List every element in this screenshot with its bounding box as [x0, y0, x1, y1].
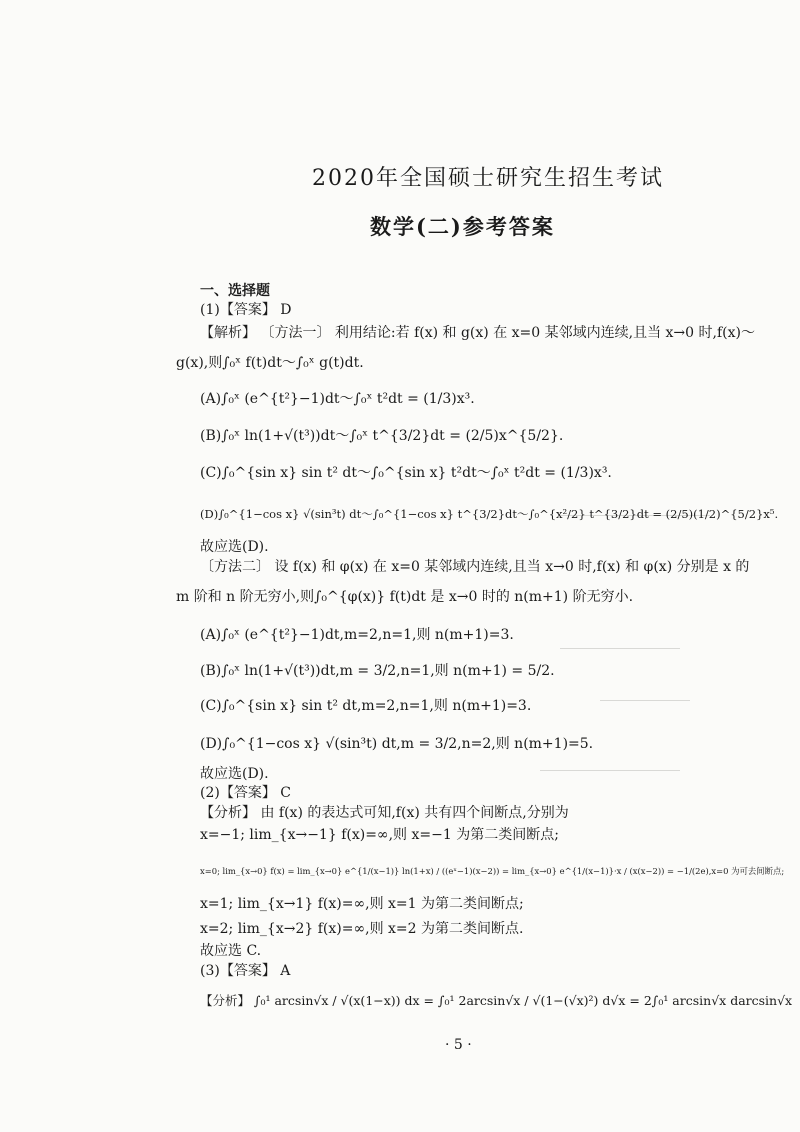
- text-line: 故应选(D).: [200, 766, 269, 782]
- text-line: 〔方法二〕 设 f(x) 和 φ(x) 在 x=0 某邻域内连续,且当 x→0 时,f(x) 和 φ(x) 分别是 x 的: [200, 559, 750, 575]
- formula-line: x=1; lim_{x→1} f(x)=∞,则 x=1 为第二类间断点;: [200, 896, 524, 912]
- text-line: m 阶和 n 阶无穷小,则∫₀^{φ(x)} f(t)dt 是 x→0 时的 n(m+1) 阶无穷小.: [176, 589, 634, 605]
- formula-line: x=0; lim_{x→0} f(x) = lim_{x→0} e^{1/(x−1)} ln(1+x) / ((eˣ−1)(x−2)) = lim_{x→0} e^{1/(x−1)}·x / (x(x−2)) = −1/(2e),x=0 为可去间断点;: [200, 866, 785, 876]
- section-heading: 一、选择题: [200, 283, 270, 299]
- formula-line: (B)∫₀ˣ ln(1+√(t³))dt,m = 3/2,n=1,则 n(m+1) = 5/2.: [200, 663, 555, 679]
- formula-line: (B)∫₀ˣ ln(1+√(t³))dt～∫₀ˣ t^{3/2}dt = (2/5)x^{5/2}.: [200, 428, 564, 444]
- formula-line: (C)∫₀^{sin x} sin t² dt,m=2,n=1,则 n(m+1)=3.: [200, 698, 532, 714]
- page-number: · 5 ·: [445, 1037, 472, 1053]
- answer-line: (1)【答案】 D: [200, 302, 292, 318]
- formula-line: x=−1; lim_{x→−1} f(x)=∞,则 x=−1 为第二类间断点;: [200, 827, 559, 843]
- scan-noise: [540, 770, 680, 771]
- formula-line: (C)∫₀^{sin x} sin t² dt～∫₀^{sin x} t²dt～∫₀ˣ t²dt = (1/3)x³.: [200, 465, 612, 481]
- formula-line: (A)∫₀ˣ (e^{t²}−1)dt～∫₀ˣ t²dt = (1/3)x³.: [200, 391, 475, 407]
- answer-line: (3)【答案】 A: [200, 963, 291, 979]
- scan-noise: [560, 648, 680, 649]
- text-line: 故应选(D).: [200, 539, 269, 555]
- text-line: g(x),则∫₀ˣ f(t)dt～∫₀ˣ g(t)dt.: [176, 355, 364, 371]
- document-title: 2020年全国硕士研究生招生考试: [312, 166, 664, 191]
- document-subtitle: 数学(二)参考答案: [370, 214, 555, 239]
- text-line: 【解析】 〔方法一〕 利用结论:若 f(x) 和 g(x) 在 x=0 某邻域内连续,且当 x→0 时,f(x)～: [200, 325, 755, 341]
- scan-noise: [600, 700, 690, 701]
- formula-line: (A)∫₀ˣ (e^{t²}−1)dt,m=2,n=1,则 n(m+1)=3.: [200, 627, 514, 643]
- text-line: 故应选 C.: [200, 943, 262, 959]
- formula-line: 【分析】 ∫₀¹ arcsin√x / √(x(1−x)) dx = ∫₀¹ 2arcsin√x / √(1−(√x)²) d√x = 2∫₀¹ arcsin√x darcsin√x: [200, 993, 793, 1008]
- text-line: 【分析】 由 f(x) 的表达式可知,f(x) 共有四个间断点,分别为: [200, 805, 569, 821]
- formula-line: x=2; lim_{x→2} f(x)=∞,则 x=2 为第二类间断点.: [200, 921, 524, 937]
- formula-line: (D)∫₀^{1−cos x} √(sin³t) dt～∫₀^{1−cos x} t^{3/2}dt～∫₀^{x²/2} t^{3/2}dt = (2/5)(1/2)^{5/2}x⁵.: [200, 507, 779, 521]
- formula-line: (D)∫₀^{1−cos x} √(sin³t) dt,m = 3/2,n=2,则 n(m+1)=5.: [200, 736, 594, 752]
- answer-line: (2)【答案】 C: [200, 785, 291, 801]
